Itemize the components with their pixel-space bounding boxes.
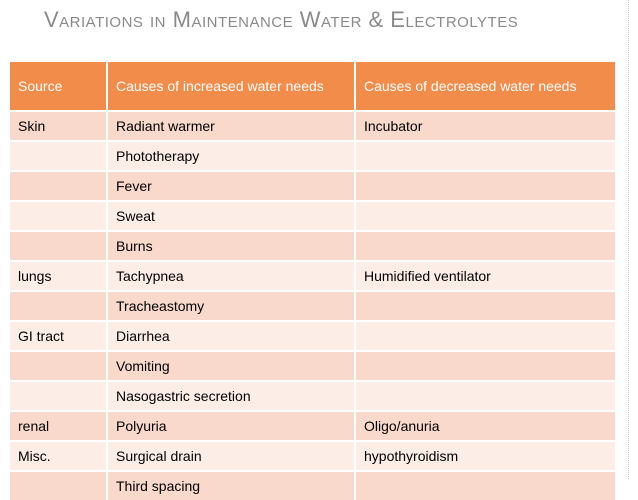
cell-decreased [355, 201, 615, 231]
cell-source: Skin [10, 111, 107, 141]
cell-source [10, 291, 107, 321]
cell-decreased: Humidified ventilator [355, 261, 615, 291]
cell-increased: Burns [107, 231, 355, 261]
cell-decreased: hypothyroidism [355, 441, 615, 471]
cell-source [10, 381, 107, 411]
cell-increased: Surgical drain [107, 441, 355, 471]
cell-decreased: Oligo/anuria [355, 411, 615, 441]
cell-decreased [355, 291, 615, 321]
table-row [10, 171, 615, 201]
slide-edge-rule [628, 0, 630, 479]
table-row [10, 471, 615, 500]
cell-increased: Vomiting [107, 351, 355, 381]
cell-increased: Phototherapy [107, 141, 355, 171]
header-source: Source [10, 62, 107, 111]
table-row [10, 351, 615, 381]
cell-increased: Third spacing [107, 471, 355, 500]
table-row [10, 111, 615, 141]
cell-source: lungs [10, 261, 107, 291]
cell-decreased [355, 141, 615, 171]
cell-decreased [355, 471, 615, 500]
cell-source [10, 351, 107, 381]
cell-decreased [355, 351, 615, 381]
cell-increased: Sweat [107, 201, 355, 231]
cell-increased: Tracheastomy [107, 291, 355, 321]
table-row [10, 201, 615, 231]
cell-increased: Diarrhea [107, 321, 355, 351]
header-increased: Causes of increased water needs [107, 62, 355, 111]
table-row [10, 231, 615, 261]
cell-increased: Fever [107, 171, 355, 201]
cell-decreased [355, 381, 615, 411]
header-decreased: Causes of decreased water needs [355, 62, 615, 111]
cell-increased: Radiant warmer [107, 111, 355, 141]
water-needs-table [10, 62, 615, 500]
cell-source [10, 231, 107, 261]
cell-decreased [355, 321, 615, 351]
cell-source [10, 171, 107, 201]
table-row [10, 291, 615, 321]
cell-increased: Tachypnea [107, 261, 355, 291]
cell-decreased [355, 231, 615, 261]
table-row [10, 321, 615, 351]
table-row [10, 381, 615, 411]
cell-source [10, 471, 107, 500]
cell-decreased [355, 171, 615, 201]
table-row [10, 141, 615, 171]
table-row [10, 441, 615, 471]
slide-title: Variations in Maintenance Water & Electrolytes [44, 7, 519, 32]
table-row [10, 411, 615, 441]
cell-source: renal [10, 411, 107, 441]
cell-increased: Nasogastric secretion [107, 381, 355, 411]
table-row [10, 261, 615, 291]
cell-decreased: Incubator [355, 111, 615, 141]
cell-source [10, 141, 107, 171]
cell-source: Misc. [10, 441, 107, 471]
cell-source: GI tract [10, 321, 107, 351]
cell-increased: Polyuria [107, 411, 355, 441]
table-header-row [10, 62, 615, 111]
cell-source [10, 201, 107, 231]
